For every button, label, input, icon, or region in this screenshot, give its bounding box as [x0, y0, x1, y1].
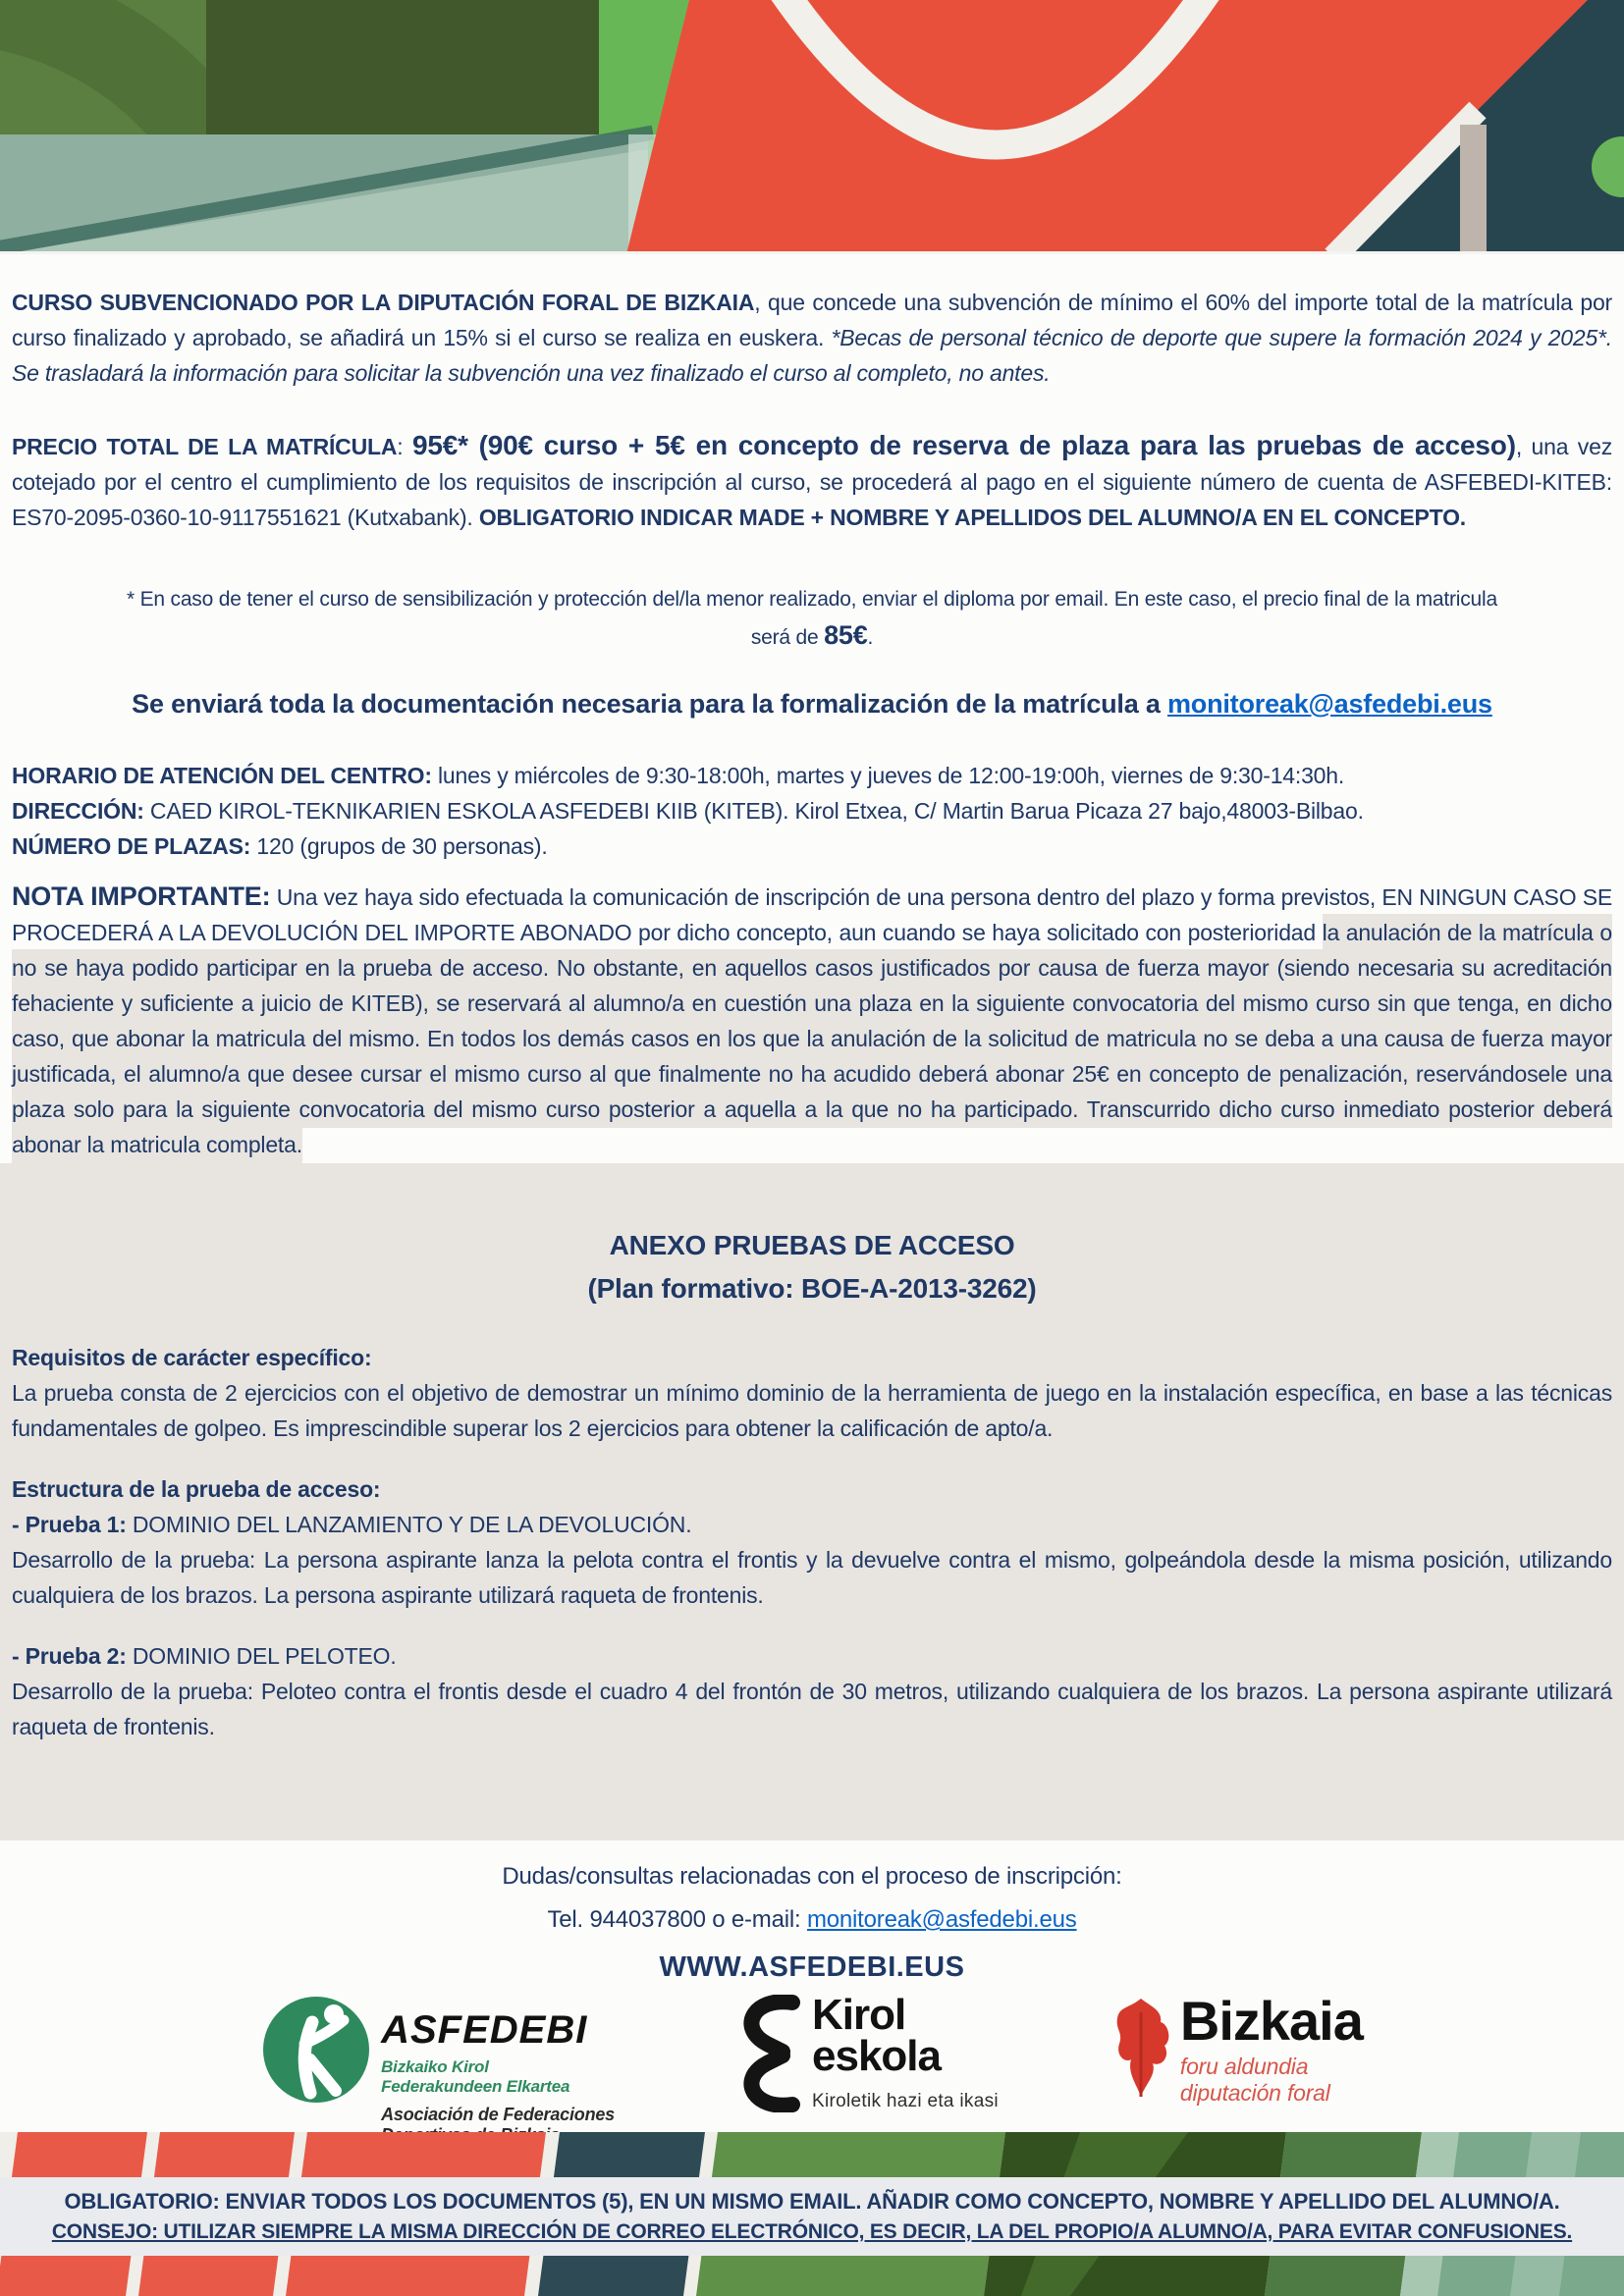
kirol-eskola-text	[812, 1991, 999, 2112]
schedule-line	[12, 758, 1612, 793]
bizkaia-leaf-icon	[1111, 1995, 1174, 2112]
test2-title: DOMINIO DEL PELOTEO.	[126, 1643, 397, 1669]
price-obligatorio: OBLIGATORIO INDICAR MADE + NOMBRE Y APELLIDOS DEL ALUMNO/A EN EL CONCEPTO.	[478, 505, 1466, 530]
bizkaia-text	[1179, 1990, 1363, 2107]
test1-description: Desarrollo de la prueba: La persona aspirante lanza la pelota contra el frontis y la devuelve contra el mismo, golpeándola desde la misma posición, utilizando cualquiera de los brazos. La persona aspirante utilizará raqueta de frontenis.	[12, 1547, 1612, 1608]
asfedebi-eu2: Federakundeen Elkartea	[381, 2077, 570, 2096]
address-line	[12, 793, 1612, 828]
annex-title: ANEXO PRUEBAS DE ACCESO	[609, 1230, 1015, 1260]
annex-subtitle: (Plan formativo: BOE-A-2013-3262)	[587, 1273, 1037, 1304]
test2-label: - Prueba 2:	[12, 1643, 127, 1669]
asterisk-note	[108, 581, 1516, 656]
annex-section	[0, 1163, 1624, 1841]
price-paragraph	[0, 428, 1624, 535]
price-amount: 95€* (90€ curso + 5€ en concepto de reserva de plaza para las pruebas de acceso)	[411, 430, 1516, 460]
kirol-eskola-logo	[728, 1991, 999, 2112]
contact-phone: Tel. 944037800 o e-mail:	[547, 1906, 807, 1933]
test1-title-line	[12, 1507, 1612, 1542]
asfedebi-es1: Asociación de Federaciones	[381, 2105, 615, 2124]
seats-line	[12, 828, 1612, 864]
seats-value: 120 (grupos de 30 personas).	[250, 833, 548, 859]
kirol-line1: Kirol	[812, 1991, 906, 2039]
contact-line2	[0, 1898, 1624, 1942]
website-line: WWW.ASFEDEBI.EUS	[659, 1951, 965, 1983]
seats-label: NÚMERO DE PLAZAS:	[12, 833, 251, 859]
bizkaia-name: Bizkaia	[1179, 1990, 1363, 2052]
footer-notice-band	[0, 2177, 1624, 2256]
test2-title-line	[12, 1638, 1612, 1674]
kirol-line2: eskola	[812, 2032, 941, 2080]
header-artwork	[0, 0, 1624, 254]
footer-strip	[0, 2132, 1624, 2296]
address-label: DIRECCIÓN:	[12, 798, 144, 824]
test1-title: DOMINIO DEL LANZAMIENTO Y DE LA DEVOLUCIÓN.	[126, 1512, 692, 1537]
contact-block	[0, 1855, 1624, 1942]
test2-description: Desarrollo de la prueba: Peloteo contra el frontis desde el cuadro 4 del frontón de 30 metros, utilizando cualquiera de los brazos. La persona aspirante utilizará raqueta de frontenis.	[12, 1679, 1612, 1739]
final-price: 85€	[824, 620, 868, 650]
asfedebi-basque-line	[381, 2057, 615, 2097]
price-label: PRECIO TOTAL DE LA MATRÍCULA	[12, 434, 398, 459]
center-info	[0, 758, 1624, 864]
structure-title: Estructura de la prueba de acceso:	[12, 1476, 381, 1502]
bizkaia-sub1: foru aldundia	[1179, 2054, 1309, 2079]
schedule-label: HORARIO DE ATENCIÓN DEL CENTRO:	[12, 763, 432, 788]
bizkaia-sub2: diputación foral	[1179, 2080, 1330, 2106]
kirol-tagline: Kiroletik hazi eta ikasi	[812, 2091, 999, 2111]
footer-consejo-line: CONSEJO: UTILIZAR SIEMPRE LA MISMA DIRECCIÓN DE CORREO ELECTRÓNICO, ES DECIR, LA DEL PROPIO/A ALUMNO/A, PARA EVITAR CONFUSIONES.	[51, 2220, 1573, 2243]
footer-obligatorio-line: OBLIGATORIO: ENVIAR TODOS LOS DOCUMENTOS (5), EN UN MISMO EMAIL. AÑADIR COMO CONCEPTO, NOMBRE Y APELLIDO DEL ALUMNO/A.	[64, 2189, 1560, 2214]
asfedebi-logo	[261, 1995, 615, 2146]
important-note-label: NOTA IMPORTANTE:	[12, 881, 271, 911]
asterisk-note-dot: .	[867, 626, 874, 649]
address-value: CAED KIROL-TEKNIKARIEN ESKOLA ASFEDEBI KIIB (KITEB). Kirol Etxea, C/ Martin Barua Picaza 27 bajo,48003-Bilbao.	[143, 798, 1364, 824]
schedule-value: lunes y miércoles de 9:30-18:00h, martes y jueves de 12:00-19:00h, viernes de 9:30-14:30h.	[431, 763, 1345, 788]
documentation-text: Se enviará toda la documentación necesaria para la formalización de la matrícula a	[132, 689, 1167, 719]
requirements-body: La prueba consta de 2 ejercicios con el objetivo de demostrar un mínimo dominio de la herramienta de juego en la instalación específica, en base a las técnicas fundamentales de golpeo. Es imprescindible superar los 2 ejercicios para obtener la calificación de apto/a.	[12, 1380, 1612, 1441]
documentation-line	[0, 689, 1624, 720]
asfedebi-logo-text	[381, 1995, 615, 2146]
asfedebi-eu1: Bizkaiko Kirol	[381, 2057, 489, 2076]
asterisk-note-text: * En caso de tener el curso de sensibilización y protección del/la menor realizado, enviar el diploma por email. En este caso, el precio final de la matricula será de	[127, 588, 1497, 649]
logos-row	[0, 1990, 1624, 2130]
price-body: , una vez cotejado por el centro el cumplimiento de los requisitos de inscripción al curso, se procederá al pago en el siguiente número de cuenta de ASFEBEDI-KITEB: ES70-2095-0360-10-9117551621 (Kutxabank).	[12, 434, 1613, 530]
documentation-email-link[interactable]: monitoreak@asfedebi.eus	[1166, 689, 1492, 719]
bizkaia-logo	[1111, 1990, 1363, 2112]
bizkaia-subtitle	[1180, 2054, 1363, 2107]
important-note-part1: Una vez haya sido efectuada la comunicación de inscripción de una persona dentro del plazo y forma previstos, EN NINGUN CASO SE PROCEDERÁ A LA DEVOLUCIÓN DEL IMPORTE ABONADO por dicho concepto, aun cuando se haya solicitado con posterioridad	[12, 884, 1612, 945]
intro-paragraph	[0, 285, 1624, 391]
requirements-title: Requisitos de carácter específico:	[12, 1345, 372, 1370]
price-colon: :	[397, 434, 412, 459]
intro-regular: , que concede una subvención de mínimo el 60% del importe total de la matrícula por curso finalizado y aprobado, se añadirá un 15% si el curso se realiza en euskera.	[12, 290, 1613, 350]
kirol-eskola-mark-icon	[728, 1995, 800, 2112]
test1-label: - Prueba 1:	[12, 1512, 127, 1537]
important-note-highlighted: la anulación de la matrícula o no se haya podido participar en la prueba de acceso. No obstante, en aquellos casos justificados por causa de fuerza mayor (siendo necesaria su acreditación fehaciente y suficiente a juicio de KITEB), se reservará al alumno/a en cuestión una plaza en la siguiente convocatoria del mismo curso sin que tenga, en dicho caso, que abonar la matricula del mismo. En todos los demás casos en los que la anulación de la solicitud de matricula no se deba a una causa de fuerza mayor justificada, el alumno/a que desee cursar el mismo curso al que finalmente no ha acudido deberá abonar 25€ en concepto de penalización, reservándosele una plaza solo para la siguiente convocatoria del mismo curso posterior a aquella a la que no ha participado. Transcurrido dicho curso inmediato posterior deberá abonar la matricula completa.	[12, 914, 1612, 1163]
contact-line1: Dudas/consultas relacionadas con el proceso de inscripción:	[502, 1863, 1122, 1890]
asfedebi-mark-icon	[261, 1995, 371, 2105]
intro-bold-lead: CURSO SUBVENCIONADO POR LA DIPUTACIÓN FORAL DE BIZKAIA	[12, 290, 755, 315]
contact-email-link[interactable]: monitoreak@asfedebi.eus	[806, 1906, 1077, 1933]
intro-italic-note: *Becas de personal técnico de deporte que supere la formación 2024 y 2025*. Se trasladará la información para solicitar la subvención una vez finalizado el curso al completo, no antes.	[12, 325, 1612, 386]
important-note-paragraph	[0, 879, 1624, 1162]
asfedebi-name: ASFEDEBI	[381, 2008, 588, 2052]
